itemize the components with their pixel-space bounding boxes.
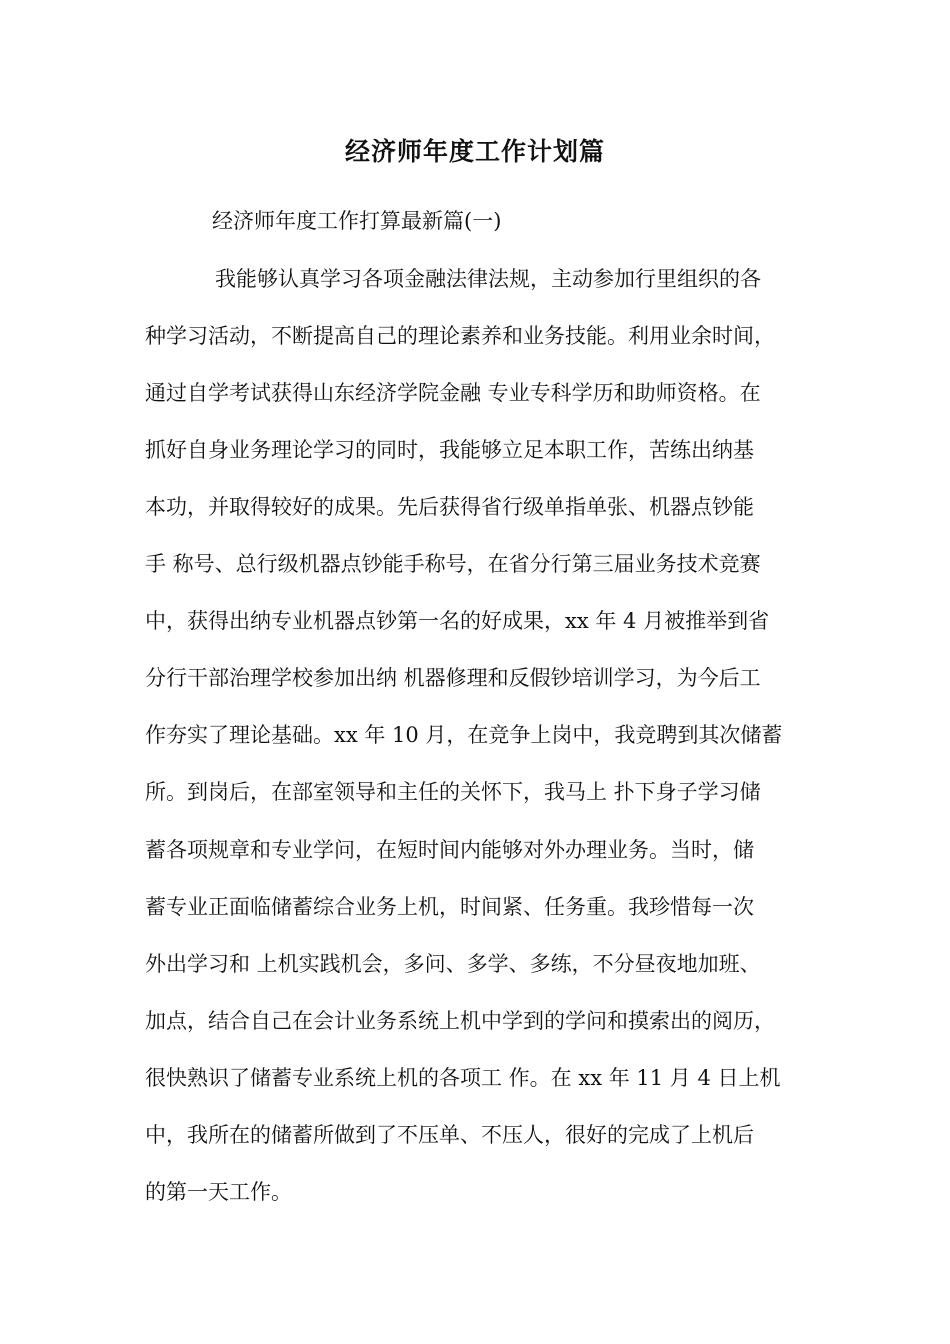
paragraph-line: 外出学习和 上机实践机会，多问、多学、多练，不分昼夜地加班、 [145, 952, 761, 976]
paragraph-line: 手 称号、总行级机器点钞能手称号，在省分行第三届业务技术竞赛 [145, 552, 761, 576]
paragraph-line: 我能够认真学习各项金融法律法规，主动参加行里组织的各 [215, 267, 761, 291]
paragraph-line: 通过自学考试获得山东经济学院金融 专业专科学历和助师资格。在 [145, 381, 761, 405]
paragraph-line: 的第一天工作。 [145, 1180, 292, 1204]
paragraph-line: 所。到岗后，在部室领导和主任的关怀下，我马上 扑下身子学习储 [145, 780, 761, 804]
paragraph-line: 种学习活动，不断提高自己的理论素养和业务技能。利用业余时间， [145, 324, 775, 348]
section-heading: 经济师年度工作打算最新篇(一) [212, 209, 502, 233]
paragraph-line: 抓好自身业务理论学习的同时，我能够立足本职工作，苦练出纳基 [145, 438, 754, 462]
paragraph-line: 分行干部治理学校参加出纳 机器修理和反假钞培训学习，为今后工 [145, 666, 761, 690]
paragraph-line: 很快熟识了储蓄专业系统上机的各项工 作。在 xx 年 11 月 4 日上机 [145, 1066, 781, 1090]
paragraph-line: 中，我所在的储蓄所做到了不压单、不压人，很好的完成了上机后 [145, 1123, 754, 1147]
paragraph-line: 加点，结合自己在会计业务系统上机中学到的学问和摸索出的阅历， [145, 1009, 775, 1033]
paragraph-line: 中，获得出纳专业机器点钞第一名的好成果，xx 年 4 月被推举到省 [145, 609, 770, 633]
document-title: 经济师年度工作计划篇 [344, 137, 605, 166]
paragraph-line: 本功，并取得较好的成果。先后获得省行级单指单张、机器点钞能 [145, 495, 754, 519]
paragraph-line: 作夯实了理论基础。xx 年 10 月，在竞争上岗中，我竞聘到其次储蓄 [145, 723, 783, 747]
paragraph-line: 蓄专业正面临储蓄综合业务上机，时间紧、任务重。我珍惜每一次 [145, 895, 754, 919]
paragraph-line: 蓄各项规章和专业学问，在短时间内能够对外办理业务。当时，储 [145, 838, 754, 862]
